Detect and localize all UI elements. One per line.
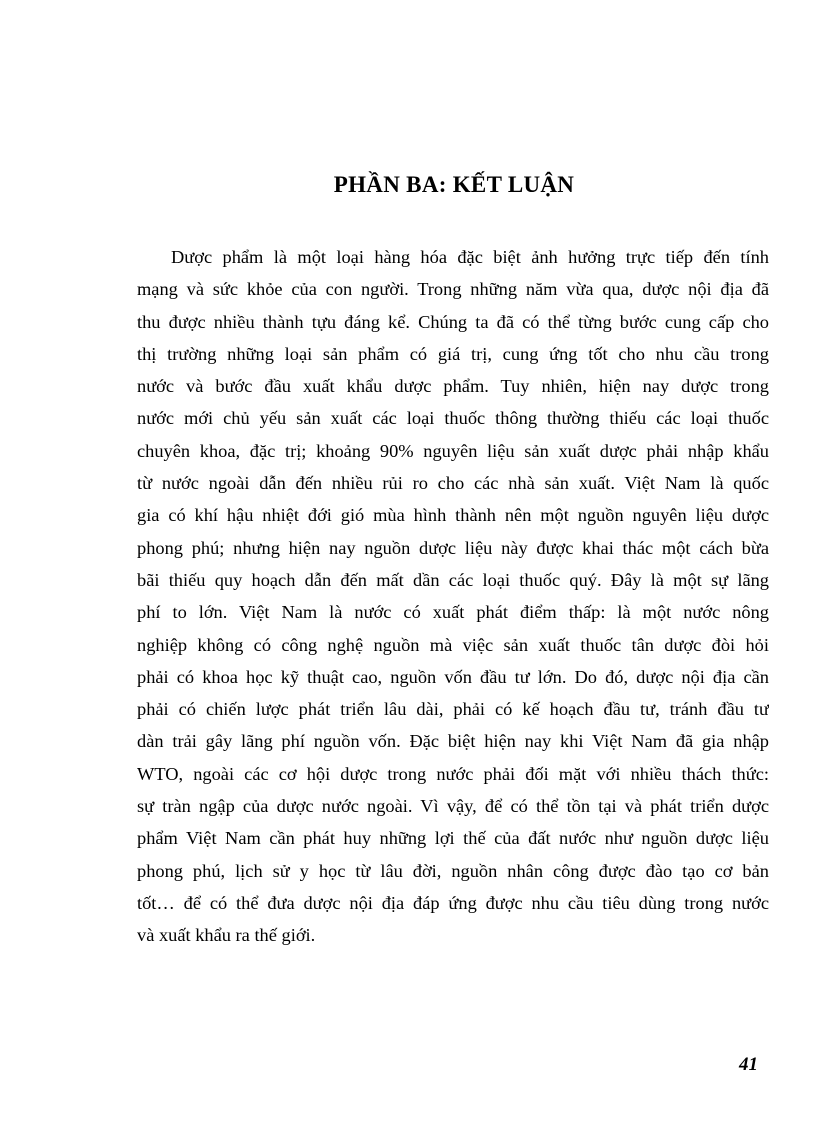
paragraph-line: mạng và sức khỏe của con người. Trong những năm vừa qua, dược nội địa đã	[137, 279, 769, 300]
paragraph-line: phải có khoa học kỹ thuật cao, nguồn vốn đầu tư lớn. Do đó, dược nội địa cần	[137, 666, 769, 687]
paragraph-line: nước mới chủ yếu sản xuất các loại thuốc thông thường thiếu các loại thuốc	[137, 408, 769, 429]
page-title: PHẦN BA: KẾT LUẬN	[333, 172, 575, 197]
paragraph-line: Dược phẩm là một loại hàng hóa đặc biệt ảnh hưởng trực tiếp đến tính	[171, 247, 769, 267]
paragraph-line: và xuất khẩu ra thế giới.	[137, 925, 316, 946]
paragraph-line: phải có chiến lược phát triển lâu dài, phải có kế hoạch đầu tư, tránh đầu tư	[137, 699, 769, 720]
paragraph-line: phong phú; nhưng hiện nay nguồn dược liệu này được khai thác một cách bừa	[137, 537, 769, 558]
paragraph-line: nghiệp không có công nghệ nguồn mà việc sản xuất thuốc tân dược đòi hỏi	[137, 634, 769, 655]
paragraph-line: chuyên khoa, đặc trị; khoảng 90% nguyên liệu sản xuất dược phải nhập khẩu	[137, 440, 769, 461]
paragraph-line: tốt… để có thể đưa dược nội địa đáp ứng được nhu cầu tiêu dùng trong nước	[137, 892, 769, 913]
paragraph-line: phong phú, lịch sử y học từ lâu đời, nguồn nhân công được đào tạo cơ bản	[137, 860, 769, 881]
paragraph-line: thu được nhiều thành tựu đáng kể. Chúng ta đã có thể từng bước cung cấp cho	[137, 311, 769, 332]
paragraph-line: nước và bước đầu xuất khẩu dược phẩm. Tuy nhiên, hiện nay dược trong	[137, 376, 769, 397]
paragraph-line: từ nước ngoài dẫn đến nhiều rủi ro cho các nhà sản xuất. Việt Nam là quốc	[137, 473, 769, 494]
page-number: 41	[739, 1054, 758, 1075]
paragraph-line: thị trường những loại sản phẩm có giá trị, cung ứng tốt cho nhu cầu trong	[137, 343, 769, 364]
paragraph-line: dàn trải gây lãng phí nguồn vốn. Đặc biệt hiện nay khi Việt Nam đã gia nhập	[137, 731, 769, 752]
paragraph-line: bãi thiếu quy hoạch dẫn đến mất dần các loại thuốc quý. Đây là một sự lãng	[137, 569, 769, 590]
paragraph-line: WTO, ngoài các cơ hội dược trong nước phải đối mặt với nhiều thách thức:	[137, 763, 769, 784]
conclusion-paragraph	[137, 241, 769, 952]
paragraph-line: phẩm Việt Nam cần phát huy những lợi thế của đất nước như nguồn dược liệu	[137, 828, 769, 849]
paragraph-line: gia có khí hậu nhiệt đới gió mùa hình thành nên một nguồn nguyên liệu dược	[137, 505, 769, 526]
paragraph-line: phí to lớn. Việt Nam là nước có xuất phát điểm thấp: là một nước nông	[137, 602, 769, 623]
paragraph-line: sự tràn ngập của dược nước ngoài. Vì vậy, để có thể tồn tại và phát triển dược	[137, 796, 769, 817]
